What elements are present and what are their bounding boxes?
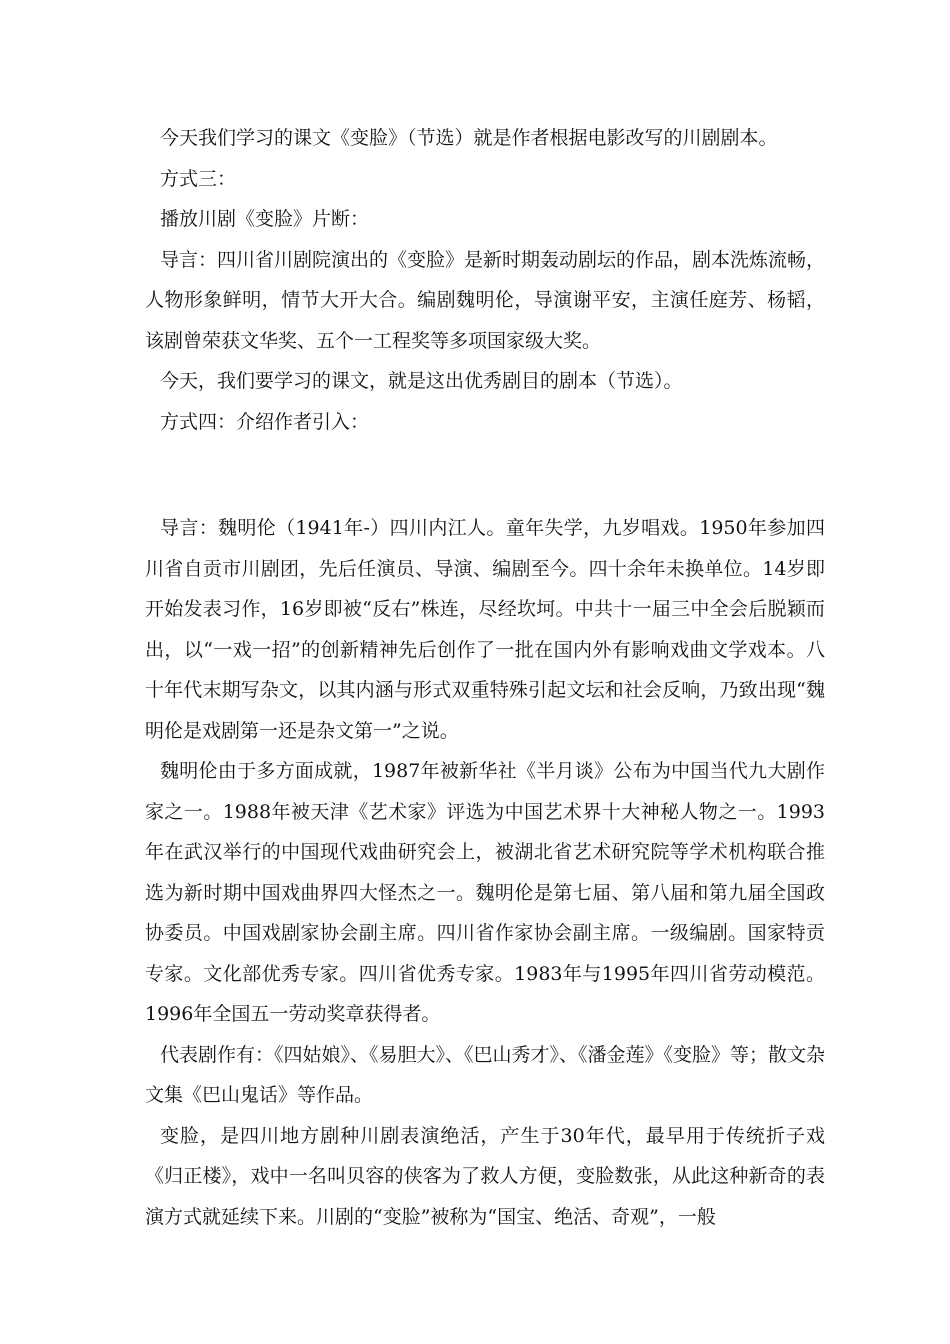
- paragraph-play-clip: 播放川剧《变脸》片断：: [160, 208, 370, 230]
- blank-space: [145, 442, 825, 508]
- paragraph-representative-works: 代表剧作有：《四姑娘》、《易胆大》、《巴山秀才》、《潘金莲》《变脸》等；散文杂文集《巴山鬼话》等作品。: [145, 1043, 826, 1106]
- heading-method-three: 方式三：: [160, 167, 237, 190]
- paragraph-guide-opera: 导言：四川省川剧院演出的《变脸》是新时期轰动剧坛的作品，剧本洗炼流畅，人物形象鲜明，情节大开大合。编剧魏明伦，导演谢平安，主演任庭芳、杨韬，该剧曾荣获文华奖、五个一工程奖等多项国家级大奖。: [145, 248, 826, 352]
- paragraph-intro: 今天我们学习的课文《变脸》（节选）就是作者根据电影改写的川剧剧本。: [160, 127, 778, 149]
- paragraph-guide-author: 导言：魏明伦（1941年-）四川内江人。童年失学，九岁唱戏。1950年参加四川省自贡市川剧团，先后任演员、导演、编剧至今。四十余年未换单位。14岁即开始发表习作，16岁即被“反右”株连，尽经坎坷。中共十一届三中全会后脱颖而出，以“一戏一招”的创新精神先后创作了一批在国内外有影响戏曲文学戏本。八十年代末期写杂文，以其内涵与形式双重特殊引起文坛和社会反响，乃致出现“魏明伦是戏剧第一还是杂文第一”之说。: [145, 517, 825, 742]
- paragraph-today-lesson: 今天，我们要学习的课文，就是这出优秀剧目的剧本（节选）。: [160, 370, 683, 392]
- document-body: [145, 118, 825, 1237]
- paragraph-face-changing: 变脸，是四川地方剧种川剧表演绝活，产生于30年代，最早用于传统折子戏《归正楼》，戏中一名叫贝容的侠客为了救人方便，变脸数张，从此这种新奇的表演方式就延续下来。川剧的“变脸”被称为“国宝、绝活、奇观”，一般: [145, 1124, 825, 1228]
- heading-method-four: 方式四：介绍作者引入：: [160, 410, 370, 433]
- paragraph-author-achievements: 魏明伦由于多方面成就，1987年被新华社《半月谈》公布为中国当代九大剧作家之一。1988年被天津《艺术家》评选为中国艺术界十大神秘人物之一。1993年在武汉举行的中国现代戏曲研究会上，被湖北省艺术研究院等学术机构联合推选为新时期中国戏曲界四大怪杰之一。魏明伦是第七届、第八届和第九届全国政协委员。中国戏剧家协会副主席。四川省作家协会副主席。一级编剧。国家特贡专家。文化部优秀专家。四川省优秀专家。1983年与1995年四川省劳动模范。1996年全国五一劳动奖章获得者。: [145, 760, 825, 1025]
